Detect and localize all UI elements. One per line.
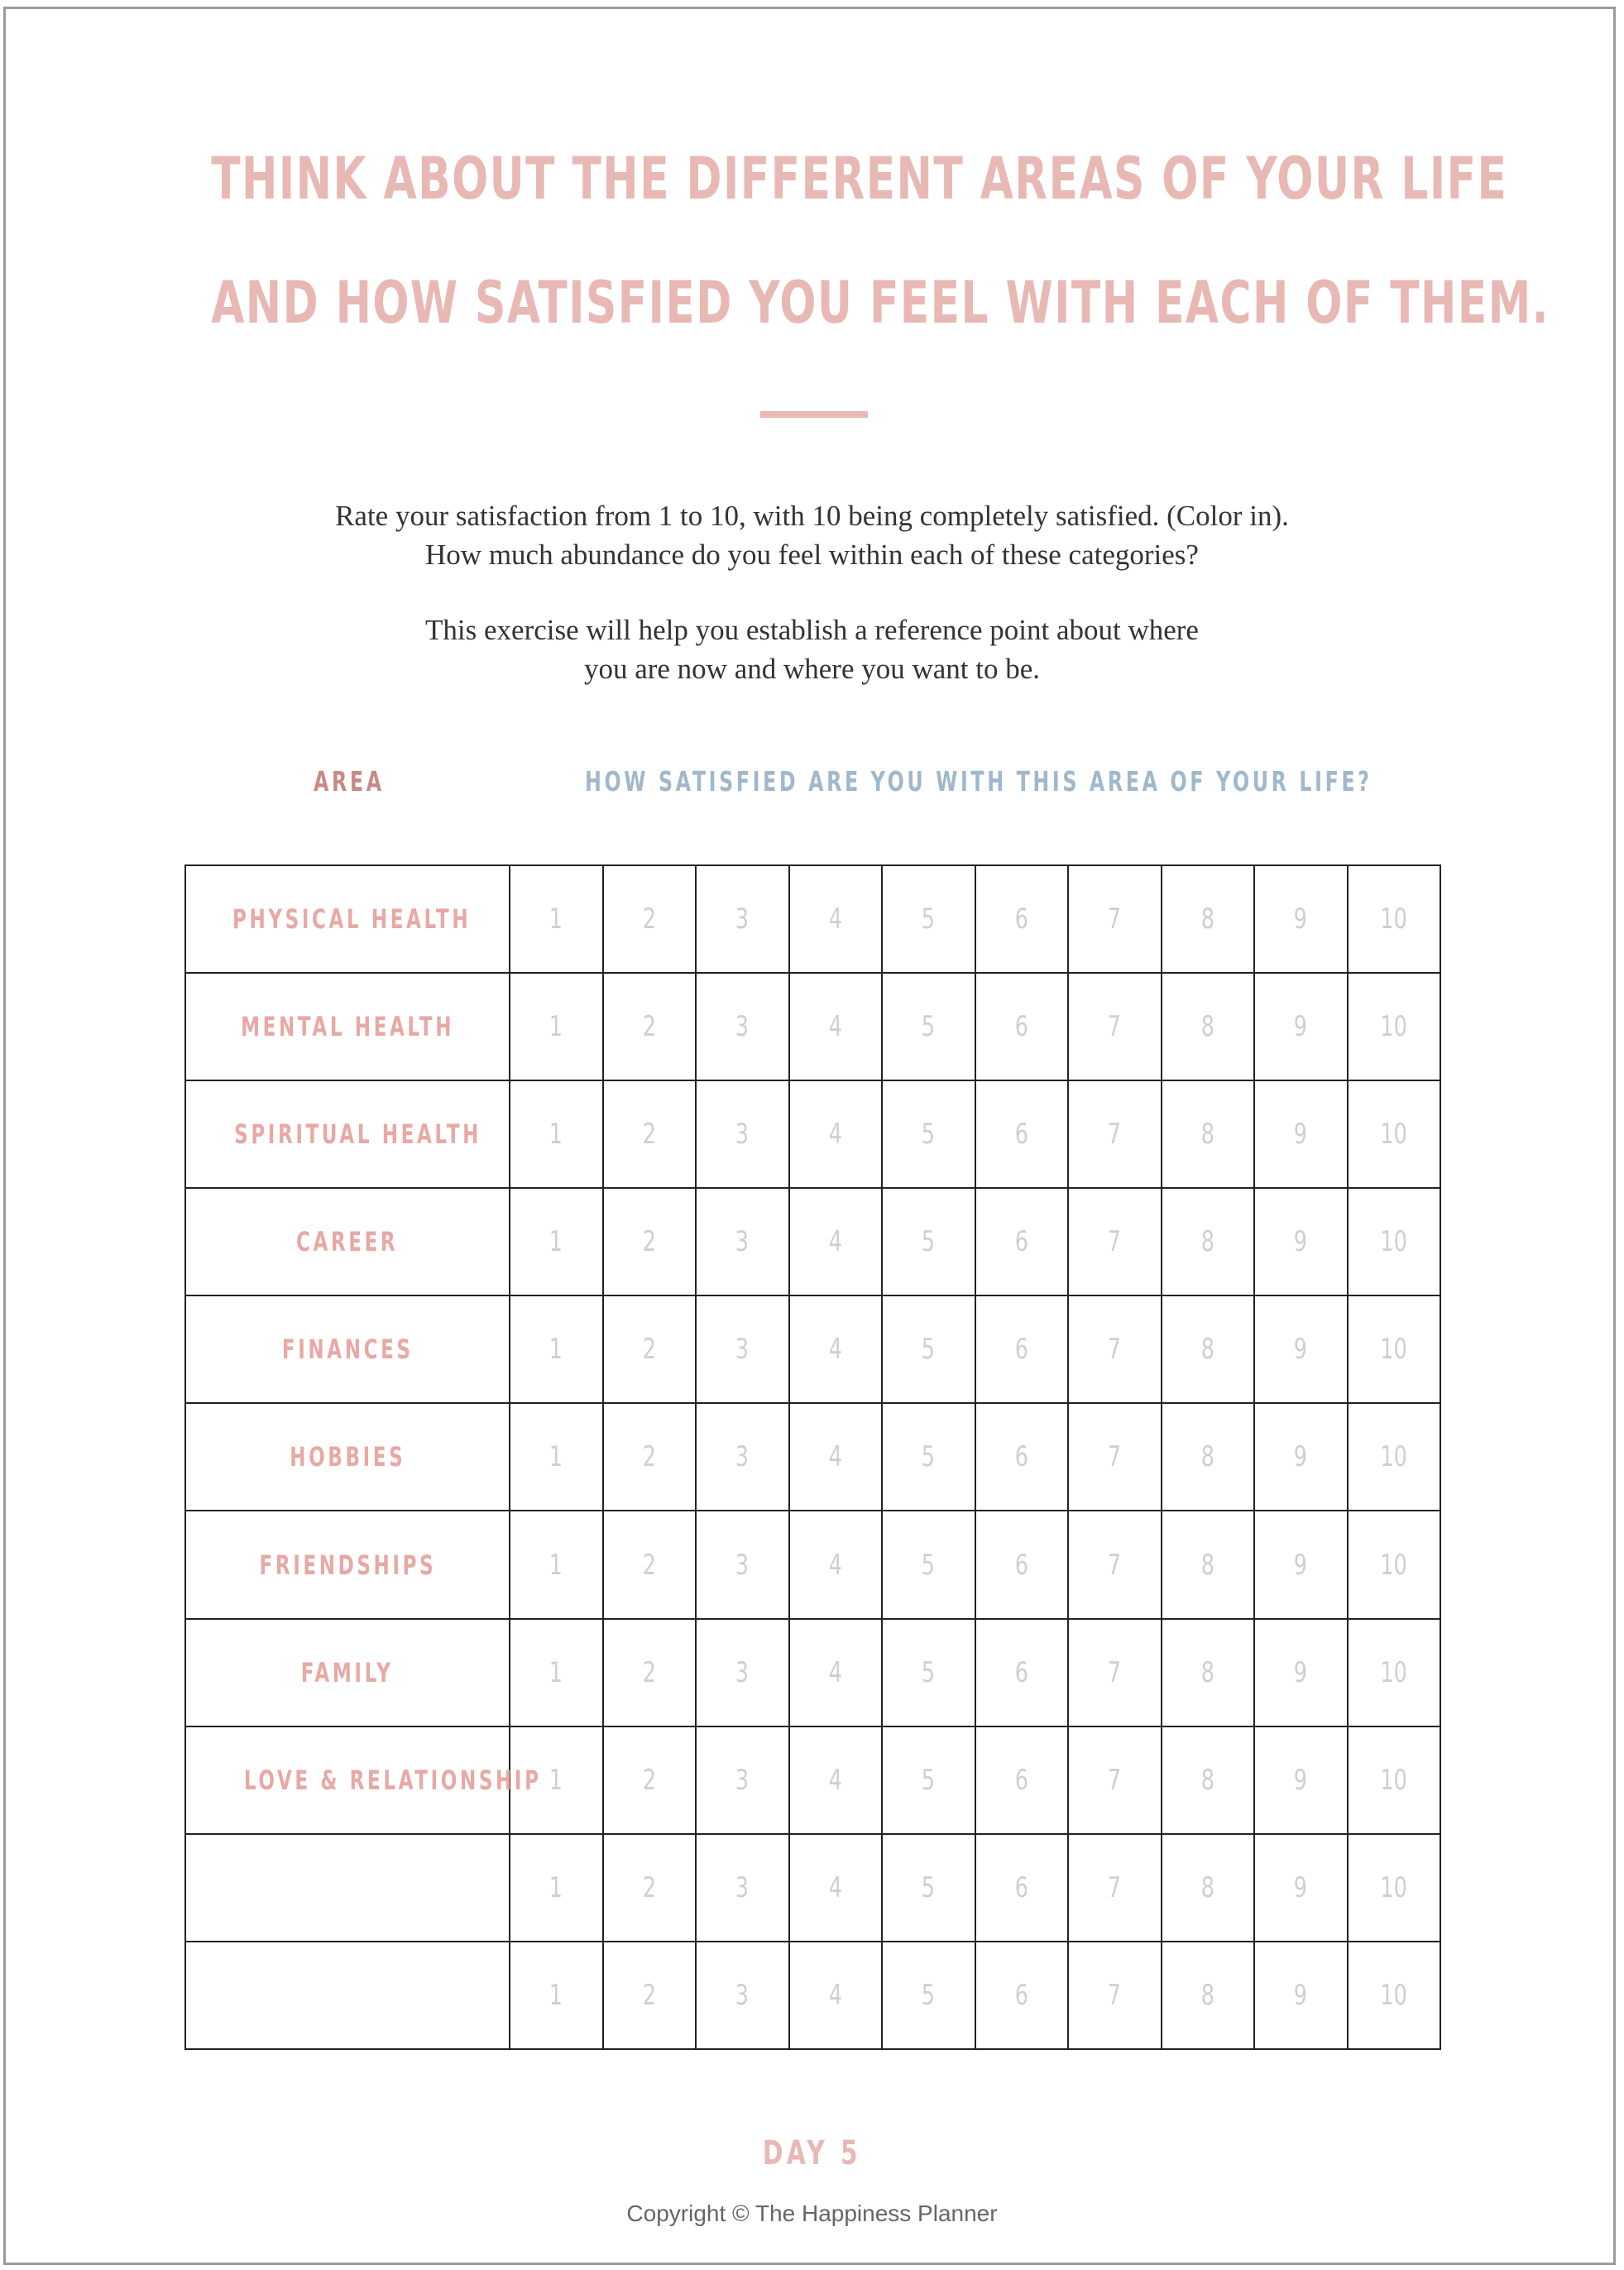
table-row [185,1295,1440,1403]
rating-cell[interactable] [1348,1619,1441,1726]
rating-cell[interactable] [510,1295,603,1403]
rating-cell[interactable] [975,1403,1069,1511]
rating-cell[interactable] [882,973,975,1080]
rating-cell[interactable] [882,1403,975,1511]
rating-cell[interactable] [510,1834,603,1942]
table-row [185,1834,1440,1942]
rating-cell[interactable] [1254,1188,1348,1295]
rating-number: 3 [735,1333,750,1367]
rating-cell[interactable] [1162,1834,1255,1942]
rating-cell[interactable] [975,865,1069,973]
rating-number: 2 [642,1763,656,1797]
area-cell [185,1619,510,1726]
rating-cell[interactable] [696,1834,789,1942]
rating-cell[interactable] [789,1188,883,1295]
rating-number: 3 [735,1978,750,2012]
rating-cell[interactable] [1068,1726,1162,1834]
rating-cell[interactable] [1068,1511,1162,1618]
rating-number: 10 [1380,1333,1407,1367]
rating-number: 2 [642,1333,656,1367]
rating-cell[interactable] [696,1511,789,1618]
rating-cell[interactable] [1254,865,1348,973]
rating-number: 8 [1200,1010,1214,1044]
rating-number: 1 [549,1870,563,1904]
rating-number: 10 [1380,1548,1407,1582]
rating-cell[interactable] [603,1942,697,2049]
rating-cell[interactable] [510,1403,603,1511]
rating-number: 8 [1200,1763,1214,1797]
rating-cell[interactable] [882,1726,975,1834]
rating-cell[interactable] [510,1188,603,1295]
rating-cell[interactable] [510,1080,603,1188]
rating-number: 9 [1294,1763,1308,1797]
area-label: LOVE & RELATIONSHIP [243,1764,542,1796]
rating-number: 8 [1200,1870,1214,1904]
rating-number: 2 [642,1440,656,1474]
rating-cell[interactable] [789,865,883,973]
area-cell [185,1511,510,1618]
area-cell [185,973,510,1080]
rating-cell[interactable] [789,1726,883,1834]
rating-cell[interactable] [1254,1834,1348,1942]
rating-number: 9 [1294,903,1308,936]
rating-number: 7 [1108,1333,1122,1367]
rating-cell[interactable] [603,1726,697,1834]
table-row [185,1726,1440,1834]
rating-cell[interactable] [603,1188,697,1295]
rating-number: 10 [1380,1978,1407,2012]
rating-cell[interactable] [1348,973,1441,1080]
rating-cell[interactable] [1068,1942,1162,2049]
table-row [185,1942,1440,2049]
rating-number: 5 [922,1010,936,1044]
rating-cell[interactable] [1068,1619,1162,1726]
rating-number: 10 [1380,1010,1407,1044]
rating-cell[interactable] [510,1511,603,1618]
rating-cell[interactable] [975,1511,1069,1618]
day-label: DAY 5 [762,2134,862,2172]
rating-number: 6 [1014,1870,1028,1904]
rating-number: 9 [1294,1118,1308,1152]
rating-number: 8 [1200,1655,1214,1689]
rating-number: 9 [1294,1548,1308,1582]
rating-number: 3 [735,1763,750,1797]
rating-number: 1 [549,1978,563,2012]
rating-cell[interactable] [603,865,697,973]
rating-number: 7 [1108,1763,1122,1797]
rating-cell[interactable] [1162,1188,1255,1295]
rating-number: 1 [549,1440,563,1474]
rating-number: 9 [1294,1655,1308,1689]
rating-cell[interactable] [975,1942,1069,2049]
rating-number: 4 [828,1870,842,1904]
table-row [185,1403,1440,1511]
rating-cell[interactable] [696,1403,789,1511]
rating-number: 1 [549,903,563,936]
rating-cell[interactable] [882,1188,975,1295]
rating-cell[interactable] [1348,1726,1441,1834]
area-cell [185,1403,510,1511]
rating-cell[interactable] [789,1403,883,1511]
rating-number: 10 [1380,1763,1407,1797]
rating-number: 1 [549,1548,563,1582]
rating-cell[interactable] [1348,1188,1441,1295]
rating-cell[interactable] [1254,1080,1348,1188]
rating-number: 9 [1294,1440,1308,1474]
rating-number: 2 [642,1548,656,1582]
table-row [185,1080,1440,1188]
rating-number: 7 [1108,1118,1122,1152]
rating-number: 9 [1294,1333,1308,1367]
satisfaction-column-header: HOW SATISFIED ARE YOU WITH THIS AREA OF YOUR LIFE? [585,765,1372,797]
purpose-line-2: you are now and where you want to be. [583,653,1041,685]
rating-cell[interactable] [510,865,603,973]
rating-number: 6 [1014,903,1028,936]
rating-number: 1 [549,1333,563,1367]
rating-cell[interactable] [882,1295,975,1403]
rating-number: 6 [1014,1763,1028,1797]
area-cell [185,1726,542,1834]
rating-number: 2 [642,1655,656,1689]
rating-cell[interactable] [1348,1295,1441,1403]
rating-cell[interactable] [789,1619,883,1726]
rating-number: 10 [1380,903,1407,936]
rating-cell[interactable] [696,1295,789,1403]
rating-cell[interactable] [603,1295,697,1403]
rating-number: 3 [735,1548,750,1582]
rating-number: 1 [549,1225,563,1259]
rating-number: 3 [735,1010,750,1044]
purpose-line-1: This exercise will help you establish a reference point about where [425,614,1199,646]
rating-cell[interactable] [603,1619,697,1726]
rating-number: 1 [549,1655,563,1689]
table-row [185,1188,1440,1295]
rating-cell[interactable] [510,1942,603,2049]
rating-cell[interactable] [696,1188,789,1295]
copyright-notice: Copyright © The Happiness Planner [626,2201,998,2226]
instructions-line-2: How much abundance do you feel within each of these categories? [425,539,1199,571]
area-label: HOBBIES [289,1441,406,1473]
rating-number: 3 [735,1118,750,1152]
rating-cell[interactable] [1162,865,1255,973]
rating-cell[interactable] [1348,865,1441,973]
rating-number: 6 [1014,1010,1028,1044]
rating-number: 1 [549,1763,563,1797]
rating-cell[interactable] [1068,1080,1162,1188]
rating-number: 8 [1200,1548,1214,1582]
rating-number: 8 [1200,903,1214,936]
rating-cell[interactable] [882,865,975,973]
rating-cell[interactable] [1348,1403,1441,1511]
rating-cell[interactable] [696,1619,789,1726]
table-row [185,973,1440,1080]
rating-number: 5 [922,1978,936,2012]
rating-cell[interactable] [882,1619,975,1726]
rating-cell[interactable] [1162,1080,1255,1188]
rating-number: 4 [828,1548,842,1582]
rating-cell[interactable] [1162,1726,1255,1834]
rating-cell[interactable] [1068,865,1162,973]
rating-number: 4 [828,1655,842,1689]
rating-cell[interactable] [789,1942,883,2049]
rating-number: 10 [1380,1870,1407,1904]
instructions-paragraph [0,496,1624,574]
rating-number: 5 [922,1225,936,1259]
rating-number: 6 [1014,1978,1028,2012]
rating-cell[interactable] [696,1726,789,1834]
rating-cell[interactable] [1162,1619,1255,1726]
rating-cell[interactable] [1348,1942,1441,2049]
rating-cell[interactable] [1254,973,1348,1080]
rating-number: 6 [1014,1440,1028,1474]
rating-number: 1 [549,1010,563,1044]
area-label: FINANCES [281,1334,414,1366]
area-label: FRIENDSHIPS [259,1549,436,1581]
area-label: SPIRITUAL HEALTH [234,1118,482,1151]
satisfaction-rating-table [184,864,1441,2050]
table-row [185,1511,1440,1618]
rating-cell[interactable] [789,1295,883,1403]
area-column-header: AREA [314,765,385,797]
rating-cell[interactable] [696,973,789,1080]
rating-cell[interactable] [1254,1619,1348,1726]
rating-number: 6 [1014,1655,1028,1689]
rating-number: 10 [1380,1440,1407,1474]
rating-number: 5 [922,1763,936,1797]
rating-cell[interactable] [1254,1403,1348,1511]
rating-cell[interactable] [603,973,697,1080]
area-label: MENTAL HEALTH [241,1011,454,1043]
rating-number: 2 [642,1870,656,1904]
rating-cell[interactable] [882,1942,975,2049]
rating-cell[interactable] [1254,1726,1348,1834]
rating-number: 9 [1294,1010,1308,1044]
rating-number: 5 [922,1655,936,1689]
rating-cell[interactable] [975,973,1069,1080]
rating-cell[interactable] [1162,1403,1255,1511]
area-label: PHYSICAL HEALTH [232,903,472,936]
rating-cell[interactable] [1162,1942,1255,2049]
rating-number: 7 [1108,1010,1122,1044]
rating-cell[interactable] [882,1511,975,1618]
rating-number: 5 [922,1333,936,1367]
area-label: FAMILY [301,1656,394,1688]
rating-number: 6 [1014,1548,1028,1582]
rating-cell[interactable] [882,1080,975,1188]
rating-number: 2 [642,1978,656,2012]
rating-number: 3 [735,1870,750,1904]
rating-number: 7 [1108,1225,1122,1259]
rating-number: 9 [1294,1870,1308,1904]
rating-number: 4 [828,1225,842,1259]
rating-cell[interactable] [603,1834,697,1942]
rating-cell[interactable] [975,1080,1069,1188]
rating-number: 4 [828,1978,842,2012]
rating-cell[interactable] [975,1726,1069,1834]
area-cell [185,1080,510,1188]
rating-number: 6 [1014,1225,1028,1259]
rating-number: 8 [1200,1333,1214,1367]
rating-number: 4 [828,1333,842,1367]
rating-cell[interactable] [975,1188,1069,1295]
rating-number: 10 [1380,1655,1407,1689]
rating-number: 8 [1200,1225,1214,1259]
rating-cell[interactable] [789,1511,883,1618]
page-title-line-1: THINK ABOUT THE DIFFERENT AREAS OF YOUR LIFE [211,145,1508,213]
rating-number: 4 [828,903,842,936]
rating-cell[interactable] [789,1834,883,1942]
rating-cell[interactable] [1348,1511,1441,1618]
rating-number: 6 [1014,1118,1028,1152]
rating-cell[interactable] [1348,1834,1441,1942]
instructions-line-1: Rate your satisfaction from 1 to 10, with 10 being completely satisfied. (Color in). [335,500,1289,532]
rating-number: 4 [828,1118,842,1152]
rating-cell[interactable] [1068,1834,1162,1942]
rating-number: 7 [1108,903,1122,936]
rating-number: 8 [1200,1440,1214,1474]
area-cell [185,1188,510,1295]
rating-cell[interactable] [1068,1295,1162,1403]
rating-number: 9 [1294,1978,1308,2012]
rating-number: 2 [642,1225,656,1259]
rating-cell[interactable] [696,1080,789,1188]
rating-cell[interactable] [510,973,603,1080]
rating-number: 7 [1108,1870,1122,1904]
rating-number: 5 [922,903,936,936]
page-title-line-2: AND HOW SATISFIED YOU FEEL WITH EACH OF THEM. [211,269,1550,337]
rating-number: 3 [735,903,750,936]
table-row [185,1619,1440,1726]
rating-cell[interactable] [603,1403,697,1511]
rating-cell[interactable] [603,1511,697,1618]
rating-number: 2 [642,903,656,936]
rating-cell[interactable] [882,1834,975,1942]
rating-number: 3 [735,1655,750,1689]
rating-cell[interactable] [603,1080,697,1188]
rating-cell[interactable] [1162,973,1255,1080]
rating-cell[interactable] [1348,1080,1441,1188]
rating-number: 5 [922,1118,936,1152]
area-cell [185,865,510,973]
rating-cell[interactable] [696,865,789,973]
rating-number: 7 [1108,1978,1122,2012]
area-cell[interactable] [185,1834,510,1942]
rating-number: 10 [1380,1118,1407,1152]
rating-cell[interactable] [1254,1295,1348,1403]
rating-cell[interactable] [696,1942,789,2049]
rating-number: 8 [1200,1118,1214,1152]
rating-number: 3 [735,1440,750,1474]
rating-number: 2 [642,1010,656,1044]
rating-cell[interactable] [975,1619,1069,1726]
rating-number: 5 [922,1870,936,1904]
rating-number: 7 [1108,1440,1122,1474]
rating-number: 5 [922,1440,936,1474]
rating-number: 2 [642,1118,656,1152]
rating-number: 10 [1380,1225,1407,1259]
area-cell[interactable] [185,1942,510,2049]
rating-number: 4 [828,1010,842,1044]
title-divider [760,411,868,418]
rating-number: 7 [1108,1655,1122,1689]
area-cell [185,1295,510,1403]
rating-number: 3 [735,1225,750,1259]
area-label: CAREER [296,1226,399,1258]
rating-cell[interactable] [789,1080,883,1188]
rating-number: 8 [1200,1978,1214,2012]
table-row [185,865,1440,973]
rating-number: 9 [1294,1225,1308,1259]
rating-cell[interactable] [1254,1942,1348,2049]
rating-cell[interactable] [975,1834,1069,1942]
rating-number: 4 [828,1440,842,1474]
rating-number: 4 [828,1763,842,1797]
rating-cell[interactable] [975,1295,1069,1403]
rating-cell[interactable] [1162,1511,1255,1618]
rating-cell[interactable] [1068,1403,1162,1511]
rating-number: 6 [1014,1333,1028,1367]
rating-cell[interactable] [1254,1511,1348,1618]
rating-cell[interactable] [1162,1295,1255,1403]
rating-cell[interactable] [1068,973,1162,1080]
rating-number: 5 [922,1548,936,1582]
rating-number: 7 [1108,1548,1122,1582]
rating-cell[interactable] [789,973,883,1080]
purpose-paragraph [0,611,1624,688]
rating-cell[interactable] [1068,1188,1162,1295]
rating-cell[interactable] [510,1619,603,1726]
rating-number: 1 [549,1118,563,1152]
